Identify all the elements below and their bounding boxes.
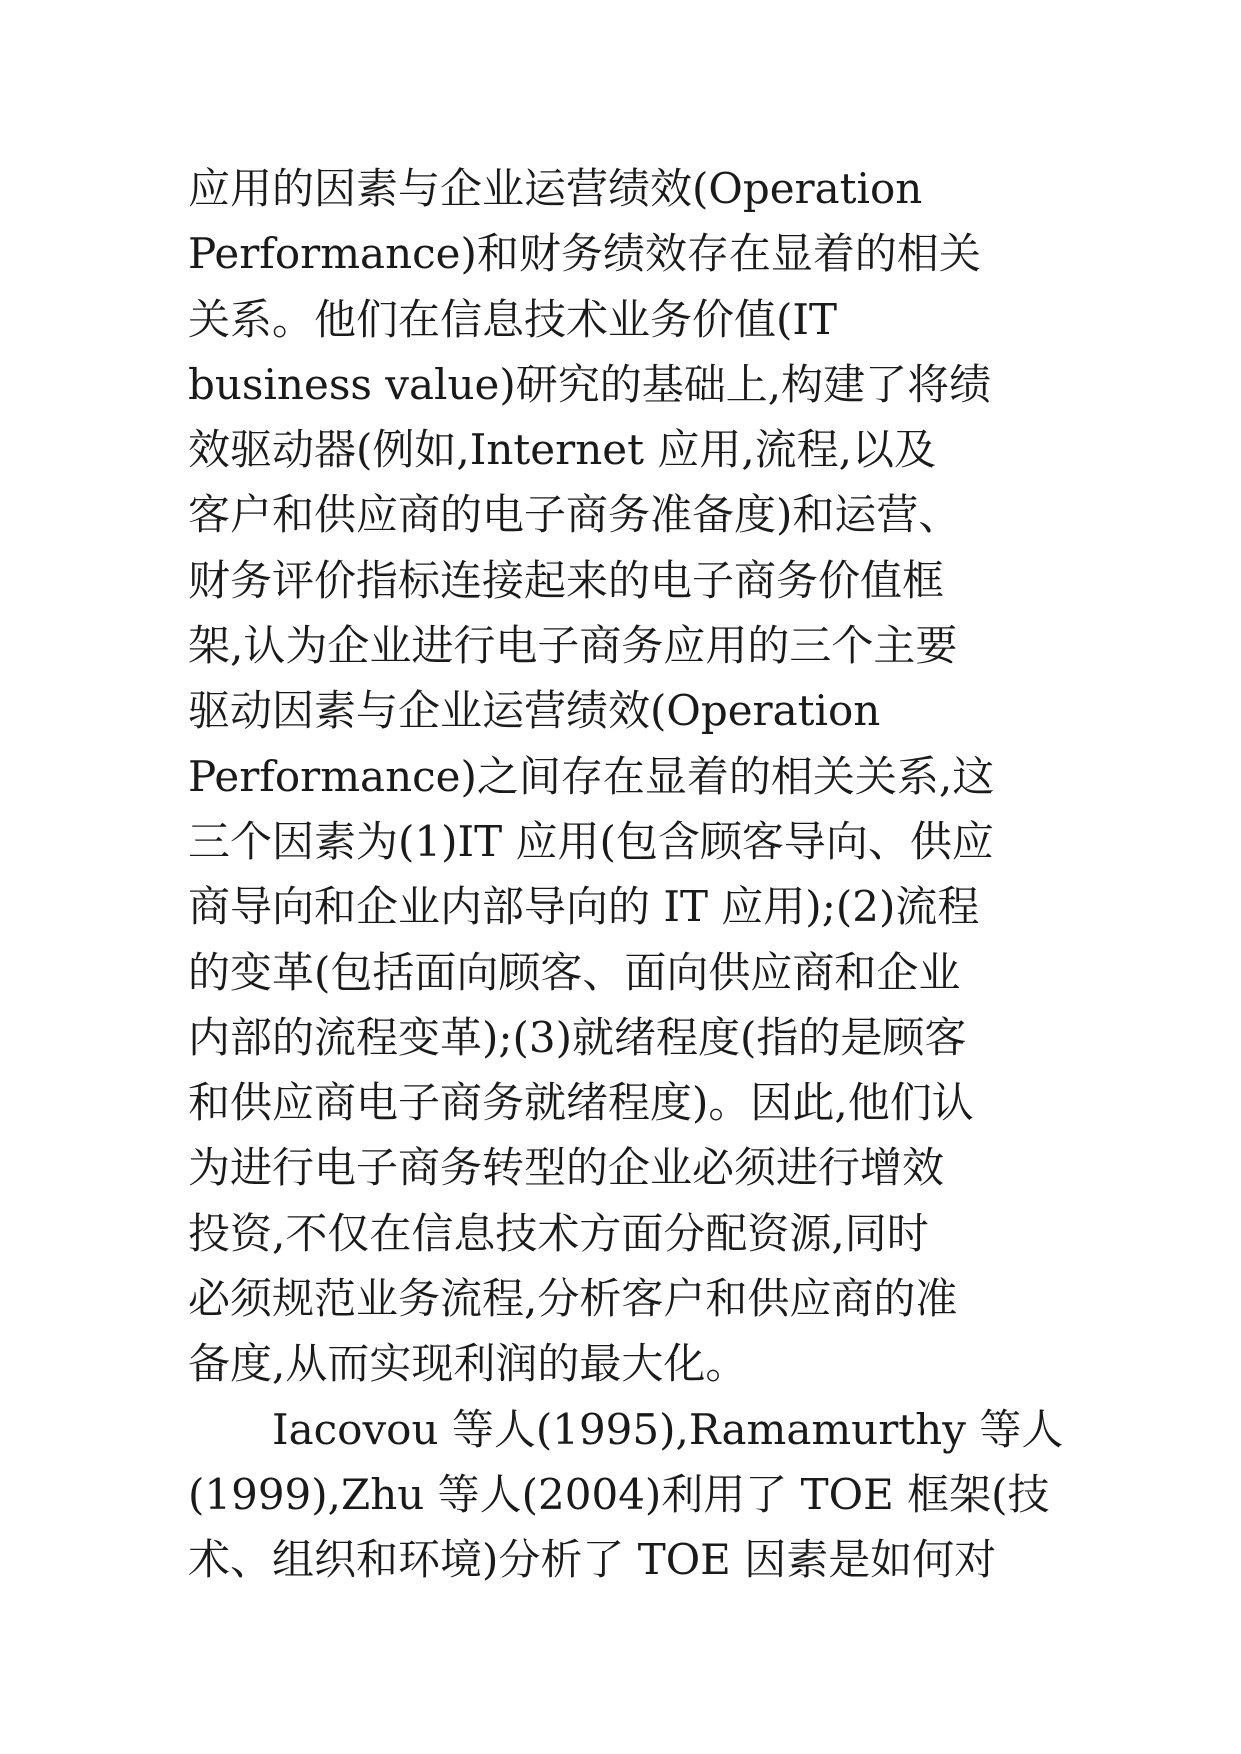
text-line: 为进行电子商务转型的企业必须进行增效 bbox=[188, 1143, 945, 1193]
body-text bbox=[188, 156, 1068, 1593]
text-line: 架,认为企业进行电子商务应用的三个主要 bbox=[188, 621, 958, 671]
text-line: Performance)和财务绩效存在显着的相关 bbox=[188, 229, 981, 279]
text-line: 必须规范业务流程,分析客户和供应商的准 bbox=[188, 1274, 958, 1324]
text-line: (1999),Zhu 等人(2004)利用了 TOE 框架(技 bbox=[188, 1469, 1050, 1519]
text-line: 的变革(包括面向顾客、面向供应商和企业 bbox=[188, 947, 961, 997]
text-line: 驱动因素与企业运营绩效(Operation bbox=[188, 686, 881, 736]
text-line: 财务评价指标连接起来的电子商务价值框 bbox=[188, 555, 945, 605]
text-line: 投资,不仅在信息技术方面分配资源,同时 bbox=[188, 1208, 929, 1258]
text-line: 客户和供应商的电子商务准备度)和运营、 bbox=[188, 490, 961, 540]
text-line: 内部的流程变革);(3)就绪程度(指的是顾客 bbox=[188, 1012, 967, 1062]
text-line: Performance)之间存在显着的相关关系,这 bbox=[188, 751, 995, 801]
text-line: 和供应商电子商务就绪程度)。因此,他们认 bbox=[188, 1078, 974, 1128]
text-line: 关系。他们在信息技术业务价值(IT bbox=[188, 294, 837, 344]
text-line: 备度,从而实现利润的最大化。 bbox=[188, 1339, 748, 1389]
text-line: 术、组织和环境)分析了 TOE 因素是如何对 bbox=[188, 1535, 997, 1585]
text-line: 商导向和企业内部导向的 IT 应用);(2)流程 bbox=[188, 882, 980, 932]
text-line: 效驱动器(例如,Internet 应用,流程,以及 bbox=[188, 425, 937, 475]
text-line: business value)研究的基础上,构建了将绩 bbox=[188, 359, 992, 409]
text-line: 应用的因素与企业运营绩效(Operation bbox=[188, 164, 923, 213]
text-line: 三个因素为(1)IT 应用(包含顾客导向、供应 bbox=[188, 816, 994, 866]
paragraph-start-line: Iacovou 等人(1995),Ramamurthy 等人 bbox=[272, 1404, 1064, 1454]
